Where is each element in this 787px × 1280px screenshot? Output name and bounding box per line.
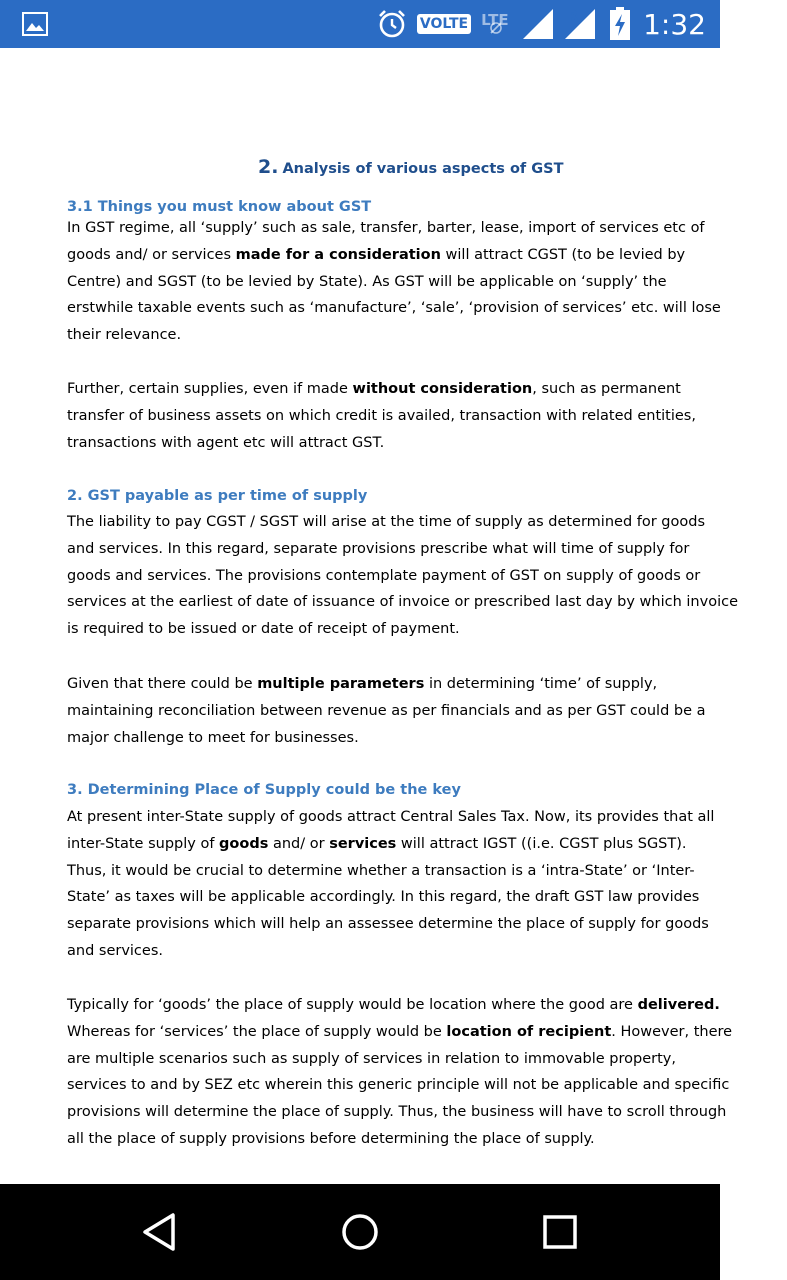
text-line xyxy=(67,1019,787,1046)
text-run: goods and/ or services xyxy=(67,246,236,263)
text-run: erstwhile taxable events such as ‘manufacture’, ‘sale’, ‘provision of services’ etc. will lose xyxy=(67,300,721,317)
paragraph xyxy=(67,992,787,1153)
section-heading: 3.1 Things you must know about GST xyxy=(67,199,372,215)
bold-text: delivered. xyxy=(637,997,720,1013)
text-line xyxy=(67,804,787,831)
document-page[interactable] xyxy=(0,48,738,1184)
text-line xyxy=(67,295,787,322)
text-run: Further, certain supplies, even if made xyxy=(67,381,353,397)
text-run: Typically for ‘goods’ the place of supply would be location where the good are xyxy=(67,997,638,1013)
text-run: , such as permanent xyxy=(532,381,681,397)
text-line xyxy=(67,884,787,911)
paragraph xyxy=(67,804,787,965)
recents-square-icon xyxy=(540,1212,580,1252)
signal-strength-icon xyxy=(521,7,555,41)
text-line xyxy=(67,1072,787,1099)
text-run: is required to be issued or date of receipt of payment. xyxy=(67,621,460,638)
volte-badge: VOLTE xyxy=(417,14,471,34)
text-run: and services. xyxy=(67,942,163,959)
text-run: At present inter-State supply of goods attract Central Sales Tax. Now, its provides that all xyxy=(67,809,715,825)
text-line xyxy=(67,509,787,536)
section-heading: 3. Determining Place of Supply could be the key xyxy=(67,782,461,798)
bold-text: made for a consideration xyxy=(235,246,441,263)
document-title xyxy=(258,156,564,178)
home-circle-icon xyxy=(340,1212,380,1252)
section-heading: 2. GST payable as per time of supply xyxy=(67,488,368,504)
text-line xyxy=(67,215,787,242)
clock-time: 1:32 xyxy=(643,7,706,41)
navigation-bar xyxy=(0,1184,720,1280)
text-line xyxy=(67,1046,787,1073)
status-bar xyxy=(0,0,720,48)
text-run: major challenge to meet for businesses. xyxy=(67,729,359,746)
text-line xyxy=(67,671,787,698)
text-run: transactions with agent etc will attract GST. xyxy=(67,434,385,451)
back-button[interactable] xyxy=(130,1202,190,1262)
text-run: inter-State supply of xyxy=(67,835,220,852)
paragraph xyxy=(67,509,787,643)
text-line xyxy=(67,698,787,725)
text-line xyxy=(67,938,787,965)
text-run: In GST regime, all ‘supply’ such as sale, transfer, barter, lease, import of services etc of xyxy=(67,220,705,236)
text-run: services at the earliest of date of issuance of invoice or prescribed last day by which invoice xyxy=(67,594,738,611)
roaming-signal-indicator xyxy=(563,7,597,41)
paragraph xyxy=(67,671,787,751)
text-line xyxy=(67,725,787,752)
text-run: maintaining reconciliation between revenue as per financials and as per GST could be a xyxy=(67,702,706,719)
text-line xyxy=(67,616,787,643)
data-off-icon xyxy=(489,21,503,35)
text-line xyxy=(67,563,787,590)
text-run: Centre) and SGST (to be levied by State). As GST will be applicable on ‘supply’ the xyxy=(67,273,667,290)
home-button[interactable] xyxy=(330,1202,390,1262)
text-run: their relevance. xyxy=(67,327,182,344)
text-run: The liability to pay CGST / SGST will arise at the time of supply as determined for goods xyxy=(67,514,706,530)
paragraph xyxy=(67,215,787,349)
text-line xyxy=(67,536,787,563)
text-run: provisions will determine the place of supply. Thus, the business will have to scroll through xyxy=(67,1104,727,1121)
text-line xyxy=(67,1126,787,1153)
text-run: Whereas for ‘services’ the place of supply would be xyxy=(67,1023,447,1040)
text-line xyxy=(67,242,787,269)
text-line xyxy=(67,911,787,938)
text-line xyxy=(67,858,787,885)
bold-text: multiple parameters xyxy=(257,676,425,692)
document-title-number: 2. xyxy=(258,156,279,178)
text-line xyxy=(67,430,787,457)
text-line xyxy=(67,992,787,1019)
alarm-clock-icon xyxy=(377,9,407,39)
text-run: Given that there could be xyxy=(67,676,258,692)
text-run: and services. In this regard, separate provisions prescribe what will time of supply for xyxy=(67,540,690,557)
text-run: Thus, it would be crucial to determine whether a transaction is a ‘intra-State’ or ‘Inter- xyxy=(67,862,695,879)
text-line xyxy=(67,322,787,349)
text-run: will attract CGST (to be levied by xyxy=(440,246,686,263)
text-line xyxy=(67,589,787,616)
document-title-text: Analysis of various aspects of GST xyxy=(282,161,564,177)
bold-text: goods xyxy=(219,835,269,852)
back-triangle-icon xyxy=(140,1212,180,1252)
text-run: and/ or xyxy=(268,835,330,852)
text-run: are multiple scenarios such as supply of services in relation to immovable property, xyxy=(67,1050,676,1067)
text-run: services to and by SEZ etc wherein this generic principle will not be applicable and specific xyxy=(67,1077,730,1094)
text-run: all the place of supply provisions before determining the place of supply. xyxy=(67,1130,595,1147)
text-line xyxy=(67,831,787,858)
text-run: transfer of business assets on which credit is availed, transaction with related entities, xyxy=(67,407,696,424)
bold-text: services xyxy=(329,835,397,852)
text-line xyxy=(67,403,787,430)
text-run: will attract IGST ((i.e. CGST plus SGST). xyxy=(396,835,687,852)
text-run: State’ as taxes will be applicable accordingly. In this regard, the draft GST law provides xyxy=(67,889,700,906)
paragraph xyxy=(67,376,787,456)
bold-text: location of recipient xyxy=(446,1023,612,1040)
text-run: separate provisions which will help an assessee determine the place of supply for goods xyxy=(67,916,709,933)
recents-button[interactable] xyxy=(530,1202,590,1262)
roaming-label: R xyxy=(567,7,579,25)
lte-label: LTE xyxy=(481,11,509,29)
image-notification-icon xyxy=(22,12,48,36)
lte-indicator xyxy=(481,9,515,39)
bold-text: without consideration xyxy=(352,381,533,397)
text-run: . However, there xyxy=(611,1023,733,1040)
text-line xyxy=(67,376,787,403)
text-run: in determining ‘time’ of supply, xyxy=(424,676,658,692)
text-line xyxy=(67,269,787,296)
battery-charging-icon xyxy=(609,7,631,41)
text-line xyxy=(67,1099,787,1126)
text-run: goods and services. The provisions contemplate payment of GST on supply of goods or xyxy=(67,567,701,584)
